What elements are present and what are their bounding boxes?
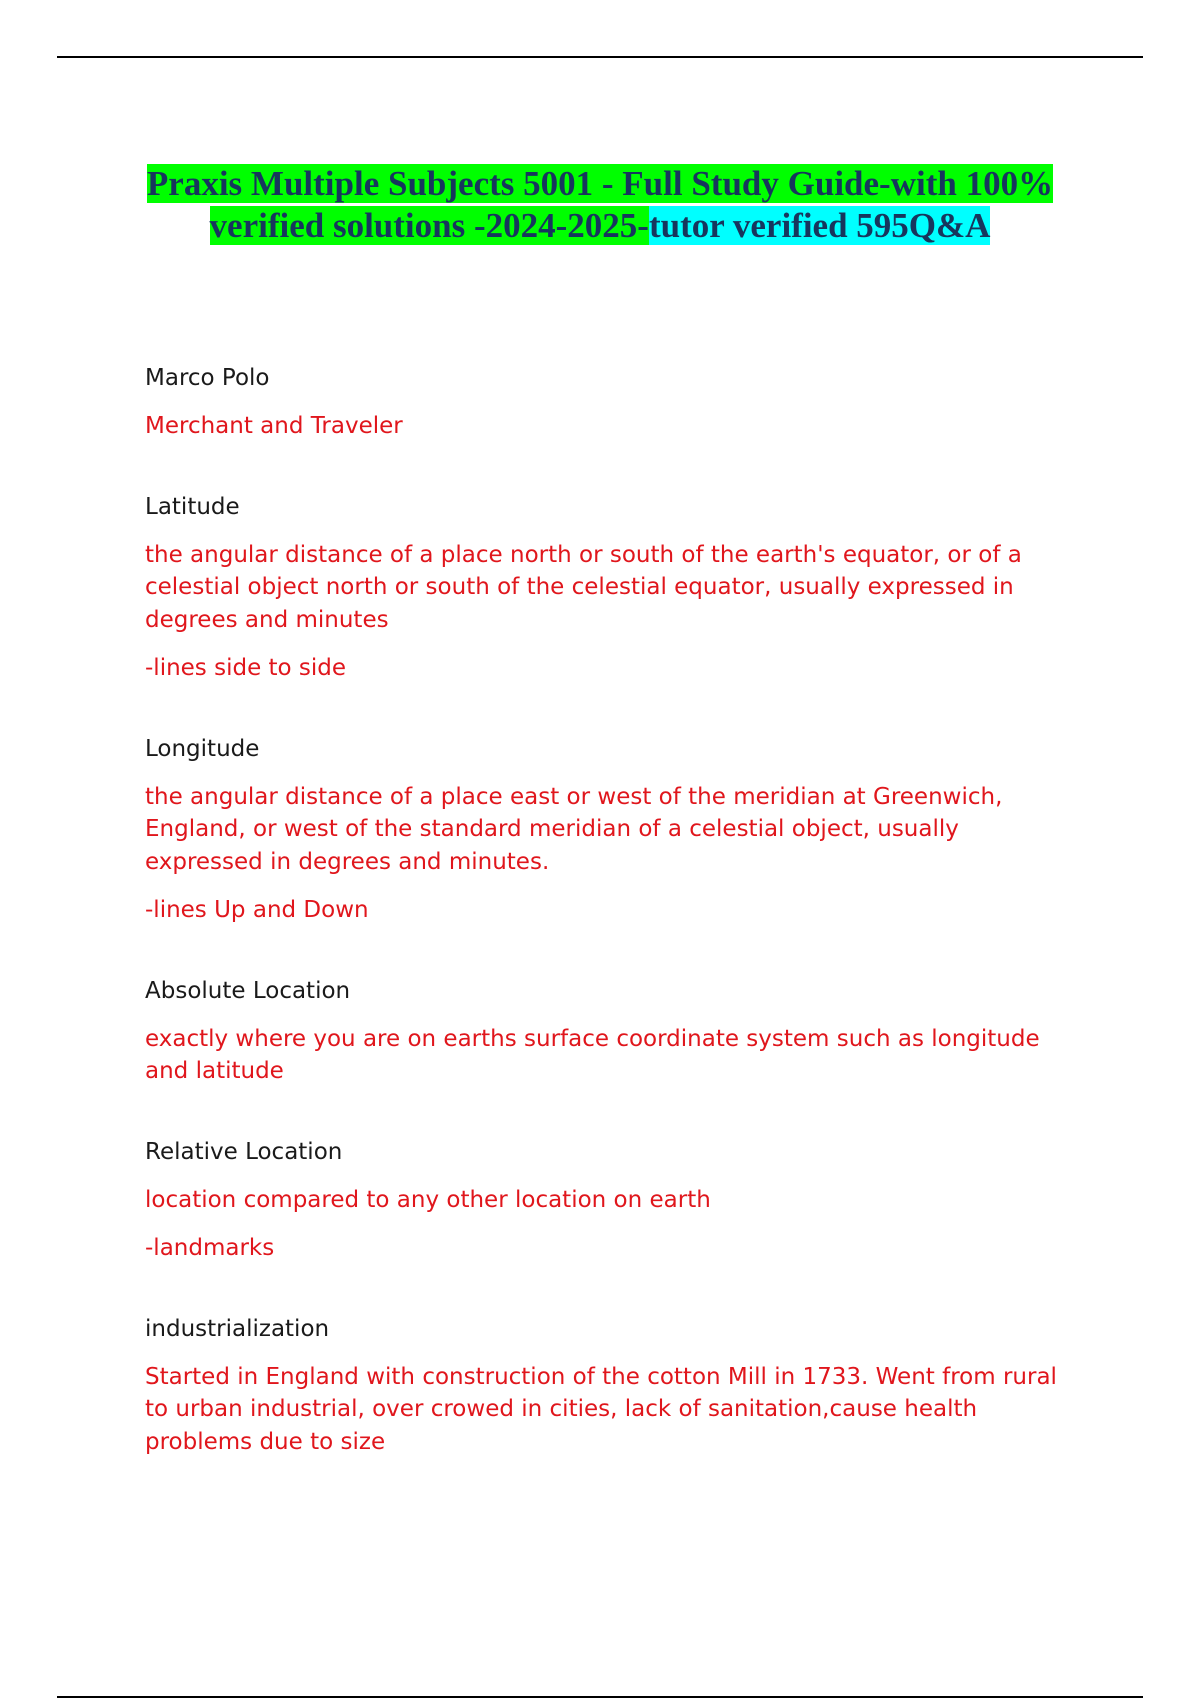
term: Longitude bbox=[145, 735, 260, 762]
definition: Merchant and Traveler bbox=[145, 413, 403, 439]
definition: location compared to any other location on earth bbox=[145, 1186, 711, 1213]
definition: Started in England with construction of the cotton Mill in 1733. Went from rural to urban industrial, over crowed in cities, lack of sanitation,cause health problems due to size bbox=[145, 1363, 1057, 1455]
title-highlight-cyan: tutor verified 595Q&A bbox=[648, 206, 991, 246]
term: Relative Location bbox=[145, 1138, 343, 1165]
title-highlight-green: Praxis Multiple Subjects 5001 - Full Study Guide-with 100% verified solutions -2024-2025- bbox=[146, 164, 1054, 246]
definition-note: -landmarks bbox=[145, 1235, 275, 1261]
entry-marco-polo bbox=[145, 362, 1065, 443]
header-rule bbox=[57, 56, 1143, 58]
entry-industrialization bbox=[145, 1313, 1065, 1459]
study-guide-content bbox=[145, 362, 1065, 1506]
entry-longitude bbox=[145, 733, 1065, 927]
term: Absolute Location bbox=[145, 977, 351, 1004]
term: industrialization bbox=[145, 1315, 330, 1342]
term: Marco Polo bbox=[145, 365, 270, 391]
entry-absolute-location bbox=[145, 975, 1065, 1088]
definition: the angular distance of a place north or south of the earth's equator, or of a celestial object north or south of the celestial equator, usually expressed in degrees and minutes bbox=[145, 541, 1022, 633]
entry-latitude bbox=[145, 491, 1065, 685]
entry-relative-location bbox=[145, 1136, 1065, 1265]
definition: exactly where you are on earths surface coordinate system such as longitude and latitude bbox=[145, 1025, 1040, 1084]
definition-note: -lines Up and Down bbox=[145, 897, 369, 923]
term: Latitude bbox=[145, 493, 240, 520]
definition-note: -lines side to side bbox=[145, 655, 347, 681]
definition: the angular distance of a place east or west of the meridian at Greenwich, England, or west of the standard meridian of a celestial object, usually expressed in degrees and minutes. bbox=[145, 783, 1003, 875]
page-title bbox=[100, 163, 1100, 247]
footer-rule bbox=[57, 1696, 1143, 1698]
